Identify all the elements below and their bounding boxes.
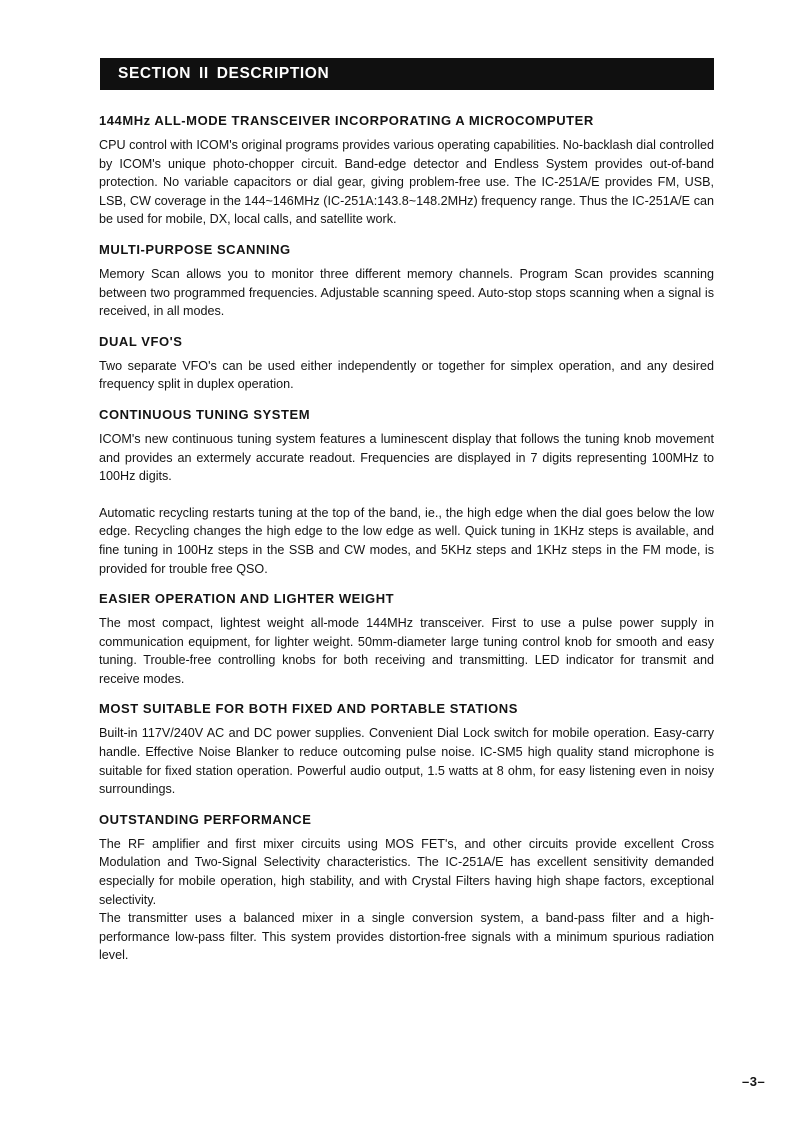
section-heading: EASIER OPERATION AND LIGHTER WEIGHT: [99, 591, 395, 607]
section-outstanding-performance: [99, 811, 714, 965]
section-heading: MOST SUITABLE FOR BOTH FIXED AND PORTABLE STATIONS: [99, 701, 518, 717]
section-title-bar: [100, 58, 714, 90]
section-heading: CONTINUOUS TUNING SYSTEM: [99, 406, 311, 422]
document-body: [99, 112, 714, 965]
section-paragraph: Automatic recycling restarts tuning at the top of the band, ie., the high edge when the dial goes below the low edge. Recycling changes the high edge to the low edge as well. Quick tuning in 1KHz steps is available, and fine tuning in 100Hz steps in the SSB and CW modes, and 5KHz steps and 1KHz steps in the FM mode, is provided for trouble free QSO.: [99, 505, 714, 576]
section-heading: OUTSTANDING PERFORMANCE: [99, 811, 312, 827]
section-heading: 144MHz ALL-MODE TRANSCEIVER INCORPORATING A MICROCOMPUTER: [99, 113, 594, 128]
section-paragraph: The transmitter uses a balanced mixer in a single conversion system, a band-pass filter and a high-performance low-pass filter. This system provides distortion-free signals with a minimum spurious radiation level.: [99, 911, 714, 963]
section-paragraph: Memory Scan allows you to monitor three different memory channels. Program Scan provides scanning between two programmed frequencies. Adjustable scanning speed. Auto-stop stops scanning when a signal is received, in all modes.: [99, 266, 714, 319]
section-paragraph: The most compact, lightest weight all-mode 144MHz transceiver. First to use a pulse power supply in communication equipment, for lighter weight. 50mm-diameter large tuning control knob for smooth and easy tuning. Trouble-free controlling knobs for both receiving and transmitting. LED indicator for transmit and receive modes.: [99, 616, 714, 686]
section-all-mode-transceiver: [99, 112, 714, 229]
page-number: –3–: [742, 1074, 766, 1089]
section-heading: DUAL VFO'S: [99, 333, 183, 349]
section-paragraph: ICOM's new continuous tuning system features a luminescent display that follows the tuning knob movement and provides an extermely accurate readout. Frequencies are displayed in 7 digits representing 100MHz to 100Hz digits.: [99, 431, 714, 484]
section-fixed-and-portable: [99, 700, 714, 798]
section-heading: MULTI-PURPOSE SCANNING: [99, 241, 291, 257]
section-paragraph: The RF amplifier and first mixer circuits using MOS FET's, and other circuits provide excellent Cross Modulation and Two-Signal Selectivity characteristics. The IC-251A/E has excellent sensitivity demanded especially for mobile operation, high stability, and with Crystal Filters having high shape factors, exceptional selectivity.: [99, 836, 714, 907]
section-dual-vfos: [99, 333, 714, 394]
section-paragraph: CPU control with ICOM's original programs provides various operating capabilities. No-backlash dial controlled by ICOM's unique photo-chopper circuit. Band-edge detector and Endless System provides out-of-band protection. No variable capacitors or dial gear, giving problem-free use. The IC-251A/E provides FM, USB, LSB, CW coverage in the 144~146MHz (IC-251A:143.8~148.2MHz) frequency range. Thus the IC-251A/E can be used for mobile, DX, local calls, and satellite work.: [99, 138, 714, 227]
section-continuous-tuning: [99, 406, 714, 578]
section-multi-purpose-scanning: [99, 241, 714, 321]
section-paragraph: Two separate VFO's can be used either independently or together for simplex operation, and any desired frequency split in duplex operation.: [99, 358, 714, 392]
section-paragraph: Built-in 117V/240V AC and DC power supplies. Convenient Dial Lock switch for mobile operation. Easy-carry handle. Effective Noise Blanker to reduce outcoming pulse noise. IC-SM5 high quality stand microphone is suitable for fixed station operation. Powerful audio output, 1.5 watts at 8 ohm, for easy listening even in noisy surroundings.: [99, 726, 714, 797]
section-easier-operation: [99, 590, 714, 688]
section-title: SECTION II DESCRIPTION: [118, 65, 330, 82]
